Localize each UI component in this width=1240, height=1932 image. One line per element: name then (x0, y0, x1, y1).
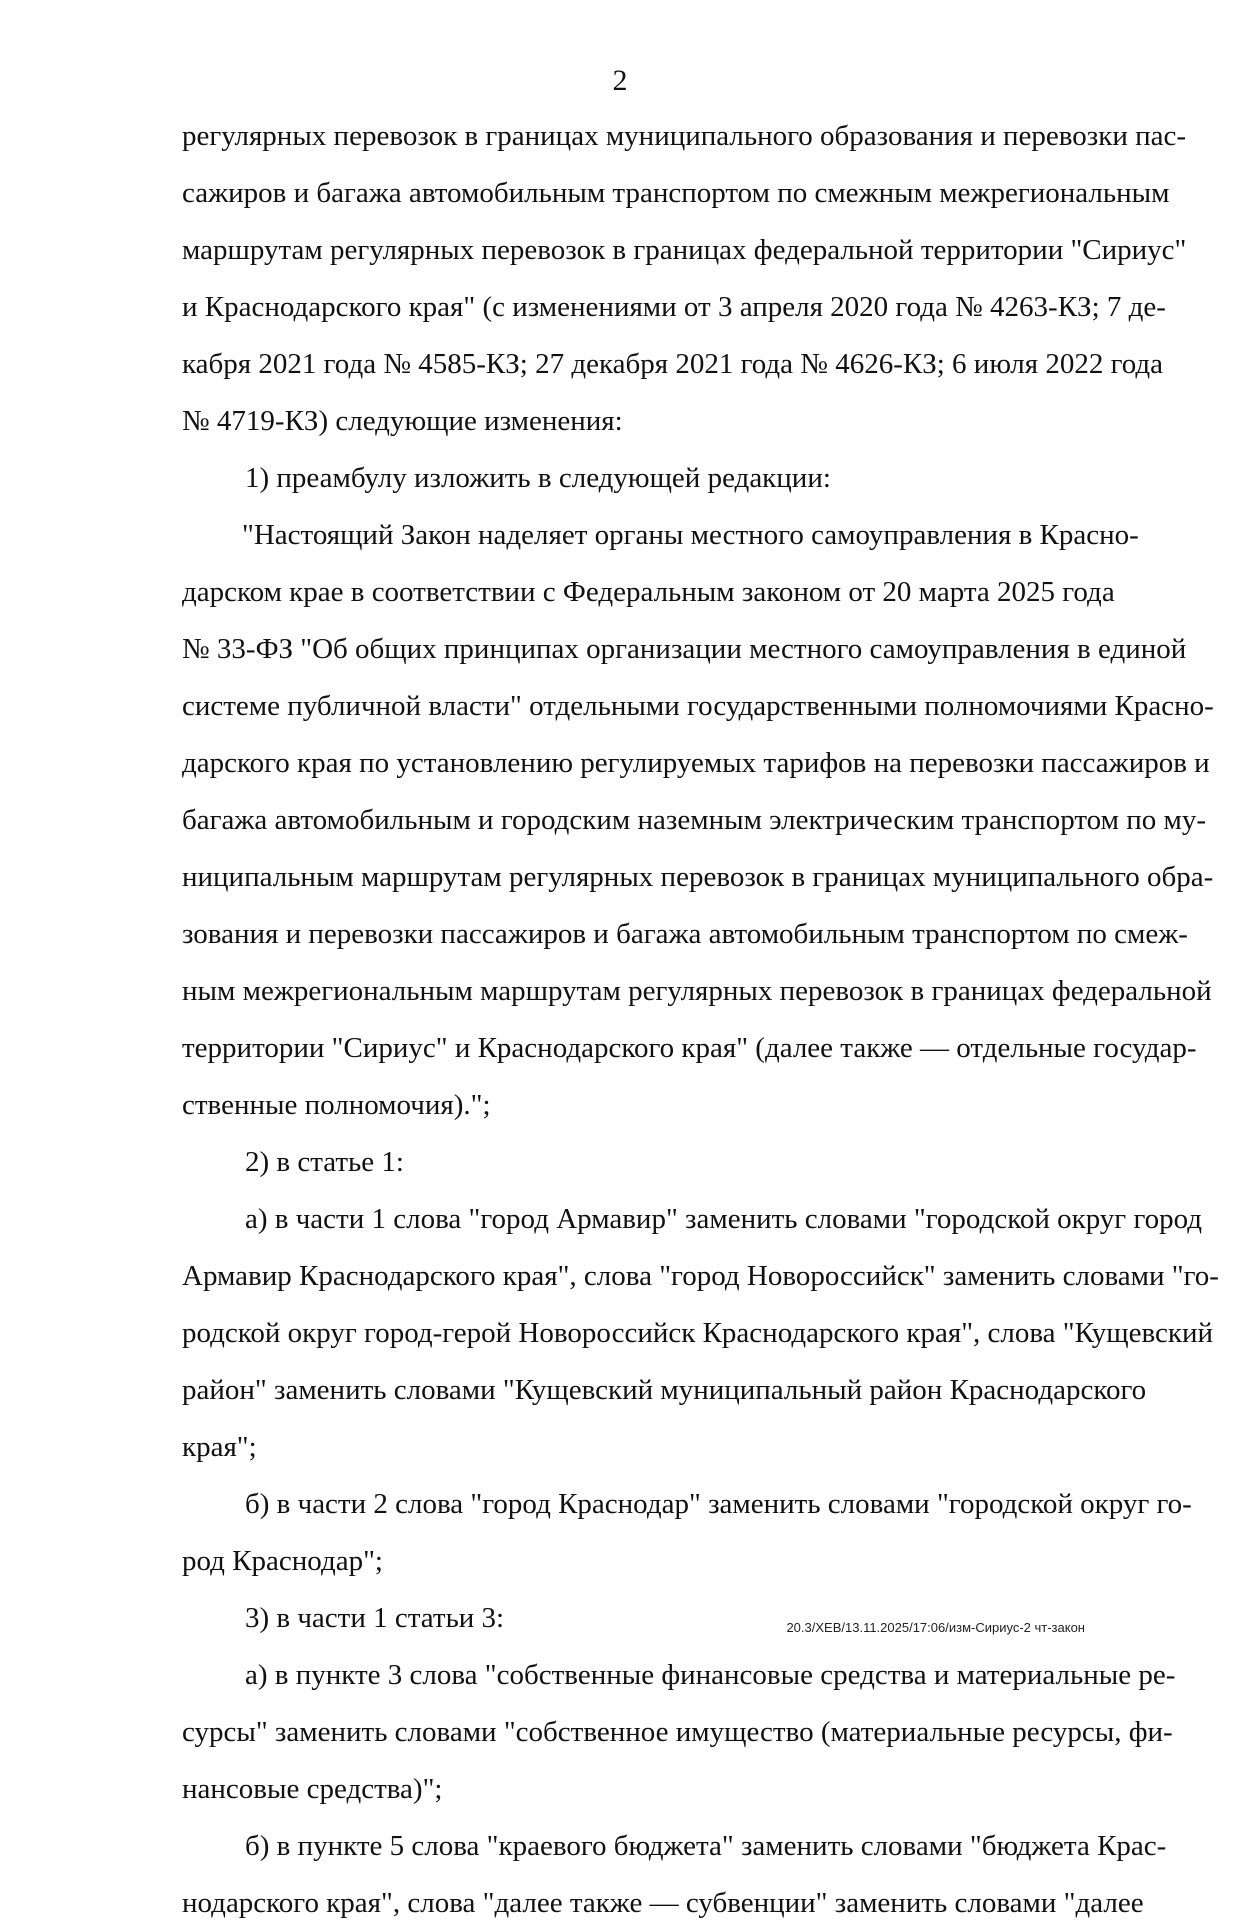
text-line: сажиров и багажа автомобильным транспортом по смежным межрегиональным (182, 177, 1170, 209)
subitem-3b: б) в пункте 5 слова "краевого бюджета" заменить словами "бюджета Крас- (245, 1830, 1167, 1862)
subitem-2b: б) в части 2 слова "город Краснодар" заменить словами "городской округ го- (245, 1488, 1192, 1520)
page-number: 2 (612, 64, 628, 97)
text-line: системе публичной власти" отдельными государственными полномочиями Красно- (182, 690, 1214, 722)
law-amendment-text (182, 108, 1219, 1932)
text-line: ным межрегиональным маршрутам регулярных перевозок в границах федеральной (182, 975, 1212, 1007)
document-footer-code: 20.3/ХЕВ/13.11.2025/17:06/изм-Сириус-2 чт-закон (786, 1620, 1085, 1635)
text-line: зования и перевозки пассажиров и багажа автомобильным транспортом по смеж- (182, 918, 1188, 950)
paragraph-item-2: 2) в статье 1: (245, 1146, 404, 1178)
text-line: края"; (182, 1431, 257, 1463)
text-line: район" заменить словами "Кущевский муниципальный район Краснодарского (182, 1374, 1147, 1406)
text-line: нодарского края", слова "далее также — субвенции" заменить словами "далее (182, 1887, 1144, 1919)
text-line: Армавир Краснодарского края", слова "город Новороссийск" заменить словами "го- (182, 1260, 1219, 1292)
text-line: дарского края по установлению регулируемых тарифов на перевозки пассажиров и (182, 747, 1210, 779)
text-line: территории "Сириус" и Краснодарского края" (далее также — отдельные государ- (182, 1032, 1197, 1064)
text-line: багажа автомобильным и городским наземным электрическим транспортом по му- (182, 804, 1207, 836)
subitem-3a: а) в пункте 3 слова "собственные финансовые средства и материальные ре- (245, 1659, 1176, 1691)
subitem-2a: а) в части 1 слова "город Армавир" заменить словами "городской округ город (245, 1203, 1203, 1235)
text-line: дарском крае в соответствии с Федеральным законом от 20 марта 2025 года (182, 576, 1115, 608)
text-line: регулярных перевозок в границах муниципального образования и перевозки пас- (182, 120, 1187, 152)
text-line: род Краснодар"; (182, 1545, 383, 1577)
text-line: № 4719-КЗ) следующие изменения: (182, 405, 623, 437)
text-line: и Краснодарского края" (с изменениями от 3 апреля 2020 года № 4263-КЗ; 7 де- (182, 291, 1166, 323)
text-line: ственные полномочия)."; (182, 1089, 491, 1121)
text-line: маршрутам регулярных перевозок в границах федеральной территории "Сириус" (182, 234, 1187, 266)
text-line: нансовые средства)"; (182, 1773, 443, 1805)
paragraph-item-1: 1) преамбулу изложить в следующей редакции: (245, 462, 831, 494)
quoted-preamble-start: "Настоящий Закон наделяет органы местного самоуправления в Красно- (242, 519, 1139, 551)
text-line: родской округ город-герой Новороссийск Краснодарского края", слова "Кущевский (182, 1317, 1214, 1349)
text-line: сурсы" заменить словами "собственное имущество (материальные ресурсы, фи- (182, 1716, 1173, 1748)
text-line: ниципальным маршрутам регулярных перевозок в границах муниципального обра- (182, 861, 1214, 893)
text-line: № 33-ФЗ "Об общих принципах организации местного самоуправления в единой (182, 633, 1187, 665)
paragraph-item-3: 3) в части 1 статьи 3: (245, 1602, 505, 1634)
text-line: кабря 2021 года № 4585-КЗ; 27 декабря 2021 года № 4626-КЗ; 6 июля 2022 года (182, 348, 1164, 380)
